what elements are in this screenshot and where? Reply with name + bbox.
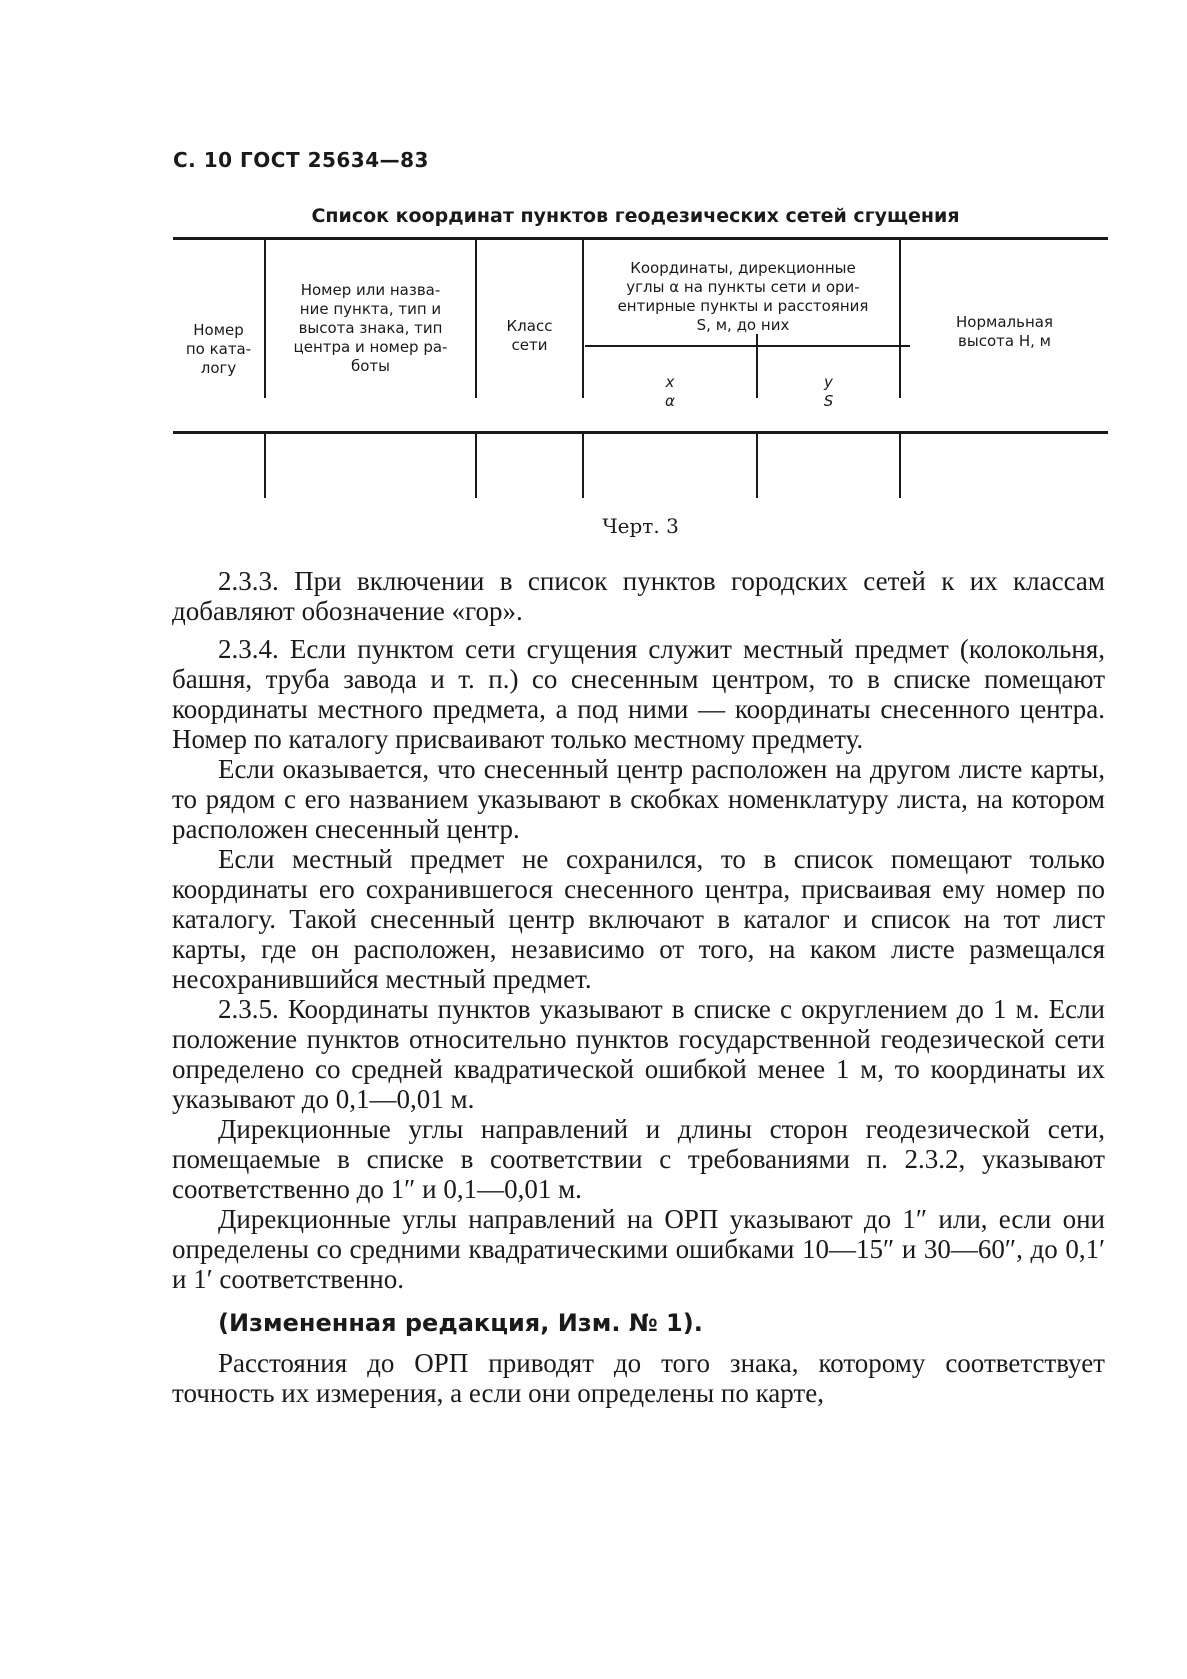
body-divider-2 — [475, 434, 477, 498]
paragraph: Дирекционные углы направлений и длины сторон геодезической сети, помещаемые в списке в соответствии с требованиями п. 2.3.2, указывают соответственно до 1″ и 0,1—0,01 м. — [172, 1114, 1105, 1204]
page-header: С. 10 ГОСТ 25634—83 — [173, 148, 429, 172]
body-divider-5 — [899, 434, 901, 498]
col-header-height: Нормальная высота H, м — [956, 313, 1053, 350]
coords-sub-rule — [585, 345, 910, 347]
paragraph: 2.3.4. Если пунктом сети сгущения служит местный предмет (колокольня, башня, труба завода и т. п.) со снесенным центром, то в списке помещают координаты местного предмета, а под ними — координаты снесенного центра. Номер по каталогу присваивают только местному предмету. — [172, 634, 1105, 754]
col-header-coordinates: Координаты, дирекционные углы α на пункты сети и ори- ентирные пункты и расстояния S, м, до них — [617, 259, 869, 334]
col-header-class: Класс сети — [506, 317, 553, 354]
table-top-rule — [173, 237, 1108, 240]
col-header-name: Номер или назва- ние пункта, тип и высота знака, тип центра и номер ра- боты — [293, 281, 448, 375]
body-divider-3 — [582, 434, 584, 498]
body-divider-1 — [264, 434, 266, 498]
paragraph: 2.3.3. При включении в список пунктов городских сетей к их классам добавляют обозначение «гор». — [172, 566, 1105, 626]
paragraph: Если местный предмет не сохранился, то в список помещают только координаты его сохранившегося снесенного центра, присваивая ему номер по каталогу. Такой снесенный центр включают в каталог и список на тот лист карты, где он расположен, независимо от того, на каком листе размещался несохранившийся местный предмет. — [172, 844, 1105, 994]
amendment-note: (Измененная редакция, Изм. № 1). — [218, 1309, 703, 1337]
col-header-y-s: y S — [823, 373, 834, 410]
body-text — [172, 566, 1105, 1408]
paragraph: Если оказывается, что снесенный центр расположен на другом листе карты, то рядом с его названием указывают в скобках номенклатуру листа, на котором расположен снесенный центр. — [172, 754, 1105, 844]
paragraph: 2.3.5. Координаты пунктов указывают в списке с округлением до 1 м. Если положение пунктов относительно пунктов государственной геодезической сети определено со средней квадратической ошибкой менее 1 м, то координаты их указывают до 0,1—0,01 м. — [172, 994, 1105, 1114]
coordinates-table-form — [173, 233, 1108, 503]
header-bottom-rule — [173, 431, 1108, 434]
figure-caption: Черт. 3 — [602, 514, 679, 538]
body-divider-4 — [756, 434, 758, 498]
paragraph: Дирекционные углы направлений на ОРП указывают до 1″ или, если они определены со средними квадратическими ошибками 10—15″ и 30—60″, до 0,1′ и 1′ соответственно. — [172, 1204, 1105, 1294]
col-header-x-alpha: x α — [665, 373, 675, 410]
table-title: Список координат пунктов геодезических сетей сгущения — [311, 205, 960, 227]
paragraph: Расстояния до ОРП приводят до того знака, которому соответствует точность их измерения, а если они определены по карте, — [172, 1348, 1105, 1408]
col-header-number: Номер по ката- логу — [185, 321, 252, 377]
